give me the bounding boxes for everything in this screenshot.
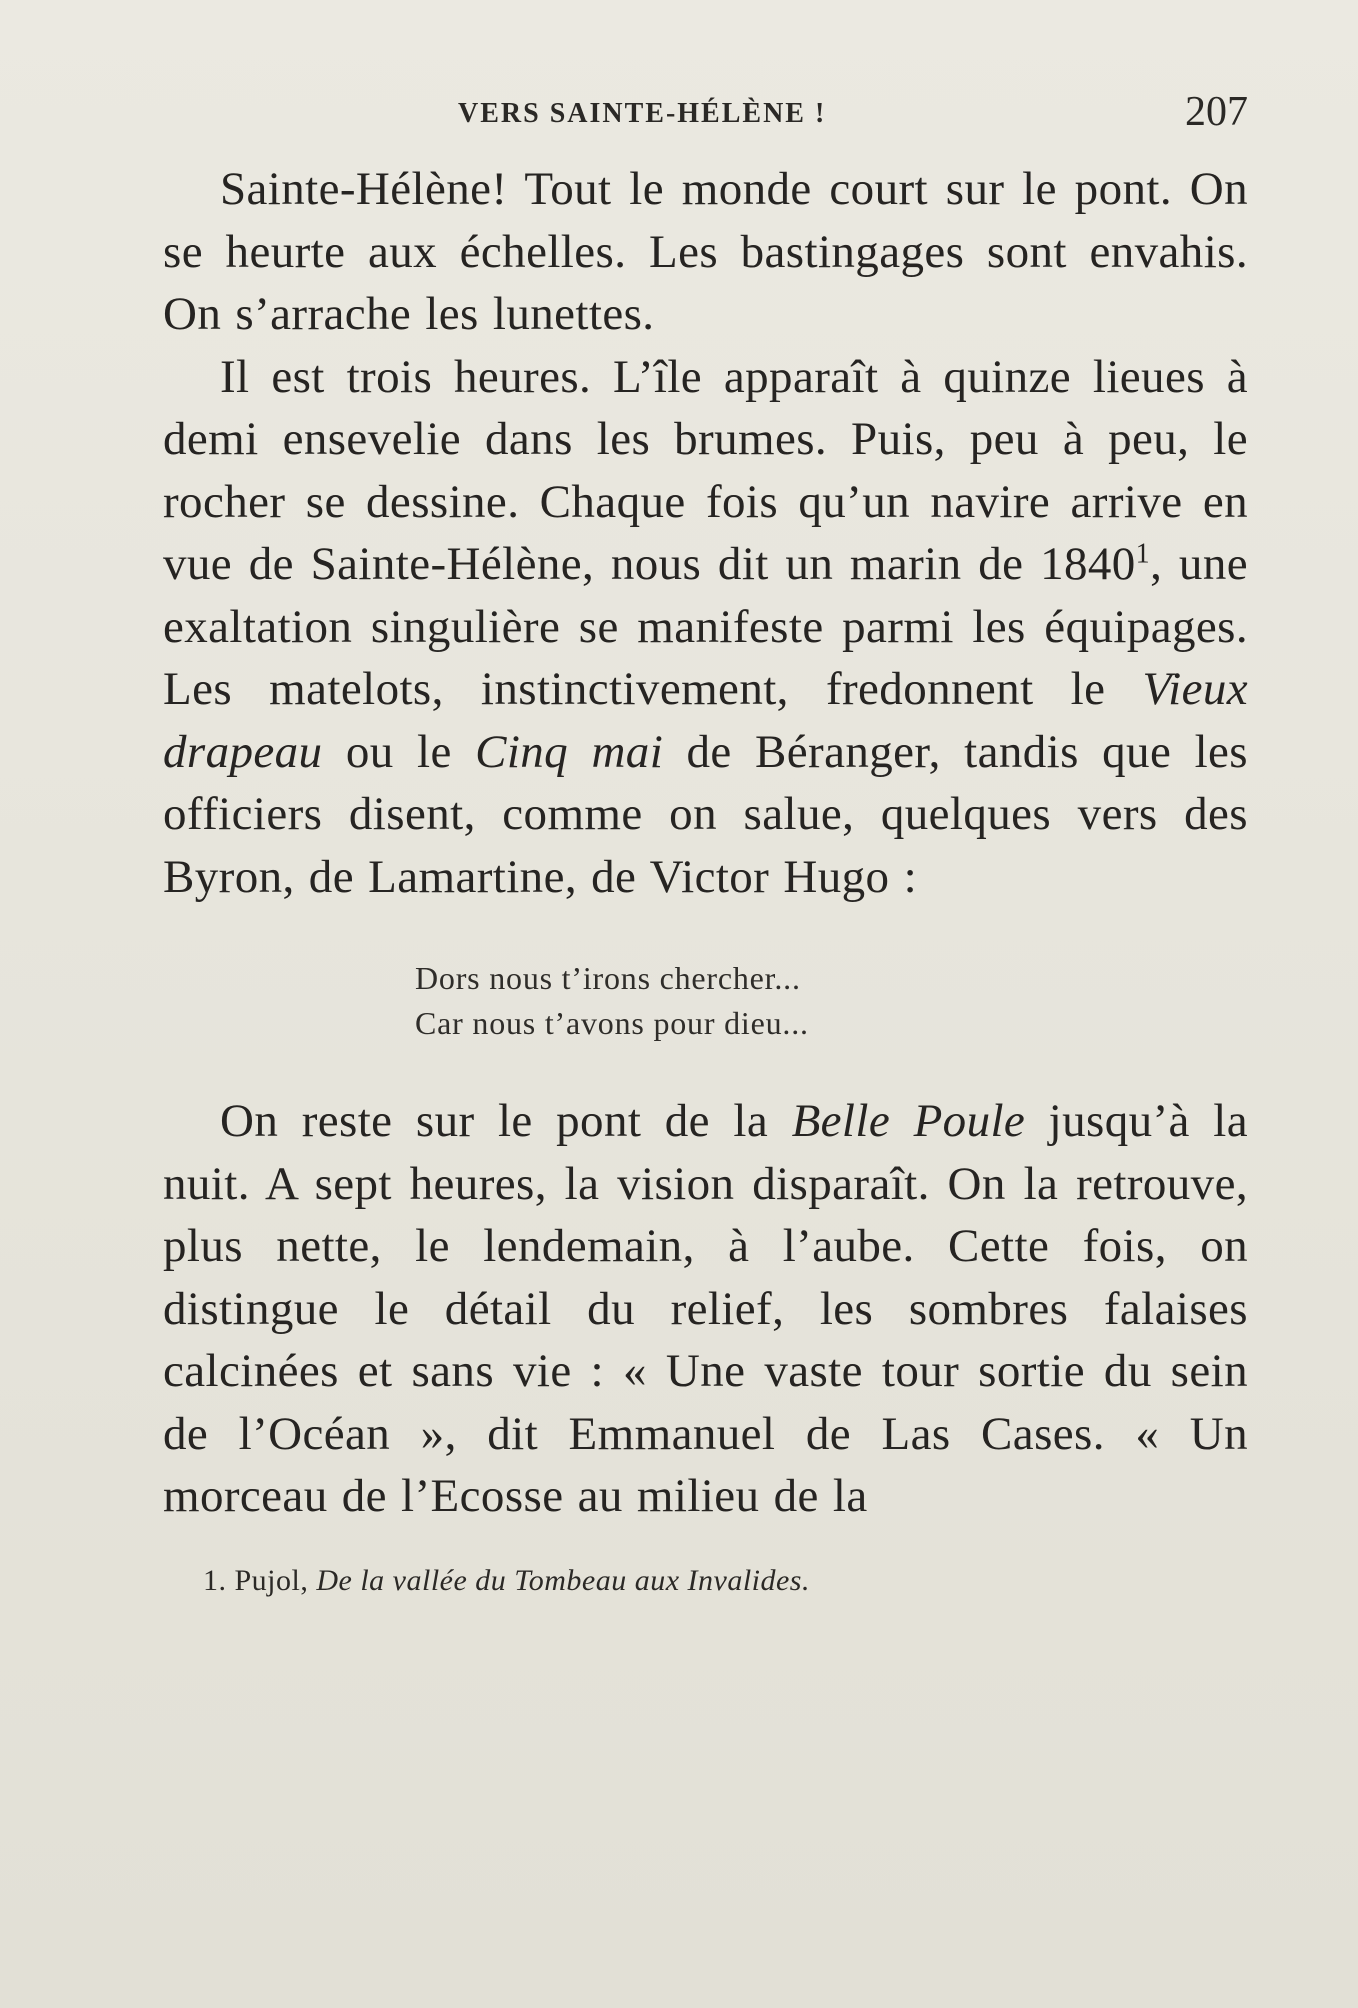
paragraph-2-text-d: de Béranger, tandis que les officiers disent, comme on salue, quelques vers des Byron, de Lamartine, de Victor Hugo : (163, 725, 1248, 903)
paragraph-2-text-b: , une exaltation singulière se manifeste parmi les équipages. Les matelots, instinctivement, fredonnent le (163, 538, 1248, 715)
ship-name-belle-poule: Belle Poule (791, 1095, 1026, 1147)
verse-quote (163, 956, 1248, 1046)
paragraph-3-text-b: jusqu’à la nuit. A sept heures, la vision disparaît. On la retrouve, plus nette, le lendemain, à l’aube. Cette fois, on distingue le détail du relief, les sombres falaises calcinées et sans vie : « Une vaste tour sortie du sein de l’Océan », dit Emmanuel de Las Cases. « Un morceau de l’Ecosse au milieu de la (163, 1095, 1248, 1522)
footnote-author: Pujol, (234, 1563, 309, 1597)
paragraph-1: Sainte-Hélène! Tout le monde court sur le pont. On se heurte aux échelles. Les bastingages sont envahis. On s’arrache les lunettes. (163, 163, 1248, 340)
verse-line-1: Dors nous t’irons chercher... (415, 960, 801, 996)
paragraph-2-text-c: ou le (322, 725, 476, 778)
footnote-reference: 1 (1135, 538, 1151, 570)
paragraph-3 (163, 1090, 1248, 1528)
paragraph-2 (163, 346, 1248, 909)
verse-line-2: Car nous t’avons pour dieu... (415, 1005, 809, 1041)
running-title: VERS SAINTE-HÉLÈNE ! (458, 98, 827, 129)
song-title-vieux-drapeau: Vieux drapeau (163, 663, 1248, 778)
page-number: 207 (1185, 89, 1248, 135)
footnote-number: 1. (203, 1563, 227, 1597)
footnote-title: De la vallée du Tombeau aux Invalides. (316, 1563, 810, 1597)
running-header (163, 88, 1248, 144)
paragraph-3-text-a: On reste sur le pont de la (220, 1095, 792, 1147)
song-title-cinq-mai: Cinq mai (475, 725, 664, 778)
footnote (203, 1564, 1248, 1598)
paragraph-2-text-a: Il est trois heures. L’île apparaît à quinze lieues à demi ensevelie dans les brumes. Puis, peu à peu, le rocher se dessine. Chaque fois qu’un navire arrive en vue de Sainte-Hélène, nous dit un marin de 1840 (163, 350, 1248, 590)
